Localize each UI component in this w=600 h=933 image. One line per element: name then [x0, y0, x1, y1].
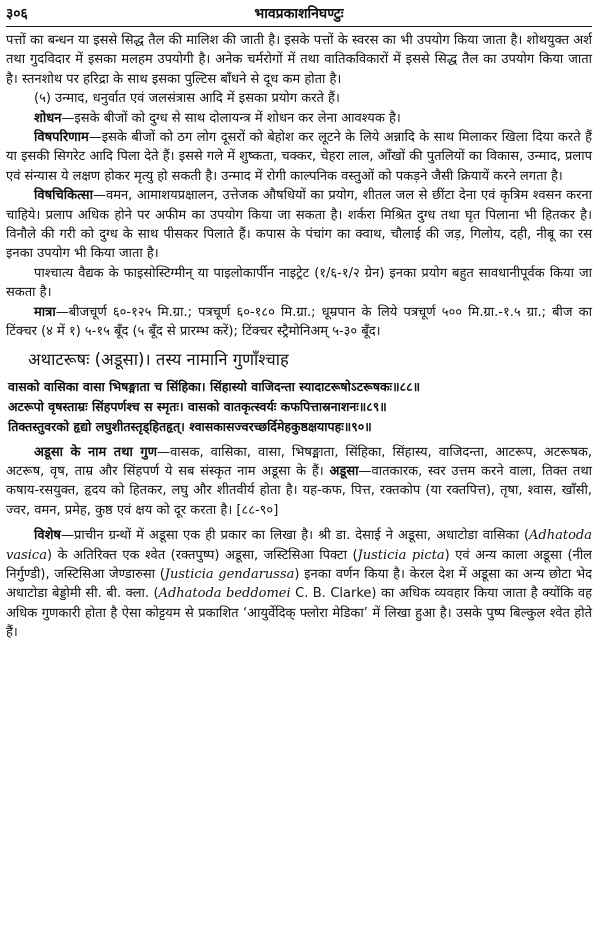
matra-label: मात्रा	[34, 304, 56, 320]
paragraph-vishparinam	[6, 128, 592, 186]
page-number: ३०६	[6, 6, 28, 22]
verse-90: तिक्तस्तुवरको हृद्यो लघुशीतस्तृड्हितहृत्। श्वासकासज्वरच्छर्दिमेहकुष्ठक्षयापहः॥९०॥	[8, 418, 372, 434]
adusa-label: अडूसा	[329, 463, 359, 479]
paragraph-continuation: पत्तों का बन्धन या इससे सिद्ध तैल की मालिश की जाती है। इसके पत्तों के स्वरस का भी उपयोग किया जाता है। शोथयुक्त अर्श तथा गुदविदार में इसका मलहम उपयोगी है। अनेक चर्मरोगों में तथा वातिकविकारों में इससे सिद्ध तैल का उपयोग किया जाता है। स्तनशोथ पर हरिद्रा के साथ इसका पुल्टिस बाँधने से दूध कम होता है।	[6, 33, 592, 87]
naam-gun-text-1: —वासक, वासिका, वासा, भिषङ्माता, सिंहिका, सिंहास्य, वाजिदन्ता, आटरूप, अटरूषक, अटरूष, वृष, ताम्र और सिंहपर्ण ये सब संस्कृत नाम अडूसा के हैं।	[6, 444, 592, 479]
vishparinam-text: —इसके बीजों को ठग लोग दूसरों को बेहोश कर लूटने के लिये अन्नादि के साथ मिलाकर खिला दिया करते हैं या इसकी सिगरेट आदि पिला देते हैं। इससे गले में शुष्कता, चक्कर, चेहरा लाल, आँखों की पुतलियों का विकास, उन्माद, प्रलाप एवं संन्यास ये लक्षण होकर मृत्यु हो सकती है। उन्माद में रोगी काल्पनिक वस्तुओं को पकड़ने जैसी क्रियायें करने लगता है।	[6, 130, 593, 184]
running-title: भावप्रकाशनिघण्टुः	[254, 6, 344, 22]
page-header	[6, 4, 592, 24]
shodhan-text: —इसके बीजों को दुग्ध से साथ दोलायन्त्र में शोधन कर लेना आवश्यक है।	[61, 110, 401, 126]
paragraph-vishchikitsa	[6, 186, 592, 264]
verse-88: वासको वासिका वासा भिषङ्माता च सिंहिका। सिंहास्यो वाजिदन्ता स्यादाटरूषोऽटरूषकः॥८८॥	[8, 378, 421, 394]
vishesh-label: विशेष	[34, 528, 61, 544]
matra-text: —बीजचूर्ण ६०-१२५ मि.ग्रा.; पत्रचूर्ण ६०-१८० मि.ग्रा.; धूम्रपान के लिये पत्रचूर्ण ५०० मि.ग्रा.-१.५ ग्रा.; बीज का टिंक्चर (४ में १) ५-१५ बूँद (५ बूँद से प्रारम्भ करें); टिंक्चर स्ट्रैमोनिअम् ५-३० बूँद।	[6, 304, 592, 340]
vishesh-text-1: —प्राचीन ग्रन्थों में अडूसा एक ही प्रकार का लिखा है। श्री डा. देसाई ने अडूसा, अधाटोडा वासिका (	[60, 528, 530, 544]
page	[6, 4, 592, 643]
vishchikitsa-label: विषचिकित्सा	[34, 188, 93, 204]
shodhan-label: शोधन	[34, 110, 62, 126]
paragraph-matra	[6, 303, 592, 342]
paragraph-shodhan	[6, 109, 592, 128]
paragraph-naam-gun	[6, 443, 592, 521]
latin-name-2: Justicia picta	[357, 547, 445, 563]
paragraph-pashchatya: पाश्चात्य वैद्यक के फाइसोस्टिग्मीन् या पाइलोकार्पीन नाइट्रेट (१/६-१/२ ग्रेन) इनका प्रयोग बहुत सावधानीपूर्वक किया जा सकता है।	[6, 265, 592, 301]
paragraph-vishesh	[6, 526, 592, 642]
vishparinam-label: विषपरिणाम	[34, 130, 89, 146]
verse-89: अटरूपो वृषस्ताम्रः सिंहपर्णश्च स स्मृतः। वासको वातकृत्स्वर्यः कफपित्तास्रनाशनः॥८९॥	[8, 398, 387, 414]
vishesh-text-3: ) एवं अन्य काला अडूसा (नील निर्गुण्डी), जस्टिसिआ जेण्डारुसा (	[6, 547, 592, 582]
paragraph-uses-5: (५) उन्माद, धनुर्वात एवं जलसंत्रास आदि में इसका प्रयोग करते हैं।	[34, 91, 340, 107]
sanskrit-verses	[6, 377, 592, 437]
vishchikitsa-text: —वमन, आमाशयप्रक्षालन, उत्तेजक औषधियों का प्रयोग, शीतल जल से छींटा देना एवं कृत्रिम श्वसन करना चाहिये। प्रलाप अधिक होने पर अफीम का उपयोग किया जा सकता है। शर्करा मिश्रित दुग्ध तथा घृत पिलाना भी हितकर है। विनौले की गरी को दुग्ध के साथ पीसकर पिलाते हैं। कपास के पंचांग का क्वाथ, चौलाई की जड़, गिलोय, दही, नीबू का रस इनका उपयोग भी किया जाता है।	[6, 188, 592, 262]
vishesh-text-2: ) के अतिरिक्त एक श्वेत (रक्तपुष्प) अडूसा, जस्टिसिआ पिक्टा (	[46, 547, 358, 563]
latin-name-4: Adhatoda beddomei	[158, 586, 291, 602]
naam-gun-text-2: —वातकारक, स्वर उत्तम करने वाला, तिक्त तथा कषाय-रसयुक्त, हृदय को हितकर, लघु और शीतवीर्य होता है। यह-कफ, पित्त, रक्तकोप (या रक्तपित्त), तृषा, श्वास, खाँसी, ज्वर, वमन, प्रमेह, कुष्ठ एवं क्षय को दूर करता है। [८८-९०]	[6, 463, 592, 518]
vishesh-text-4: ) इनका वर्णन किया है। केरल देश में अडूसा का अन्य छोटा भेद अधाटोडा बेड्डोमी सी. बी. क्ला. (	[6, 566, 592, 602]
naam-gun-label: अडूसा के नाम तथा गुण	[34, 444, 158, 460]
vishesh-text-5: C. B. Clarke) का अधिक व्यवहार किया जाता है क्योंकि वह अधिक गुणकारी होता है ऐसा कोट्टयम से प्रकाशित ‘आयुर्वेदिक् फ्लोरा मेडिका’ में लिखा हुआ है। उसके पुष्प बिल्कुल श्वेत होते हैं।	[6, 586, 592, 641]
header-rule	[6, 26, 592, 27]
latin-name-1: Adhatoda vasica	[6, 528, 592, 563]
latin-name-3: Justicia gendarussa	[164, 566, 295, 582]
section-heading: अथाटरूषः (अडूसा)। तस्य नामानि गुणाँश्चाह	[28, 349, 289, 369]
